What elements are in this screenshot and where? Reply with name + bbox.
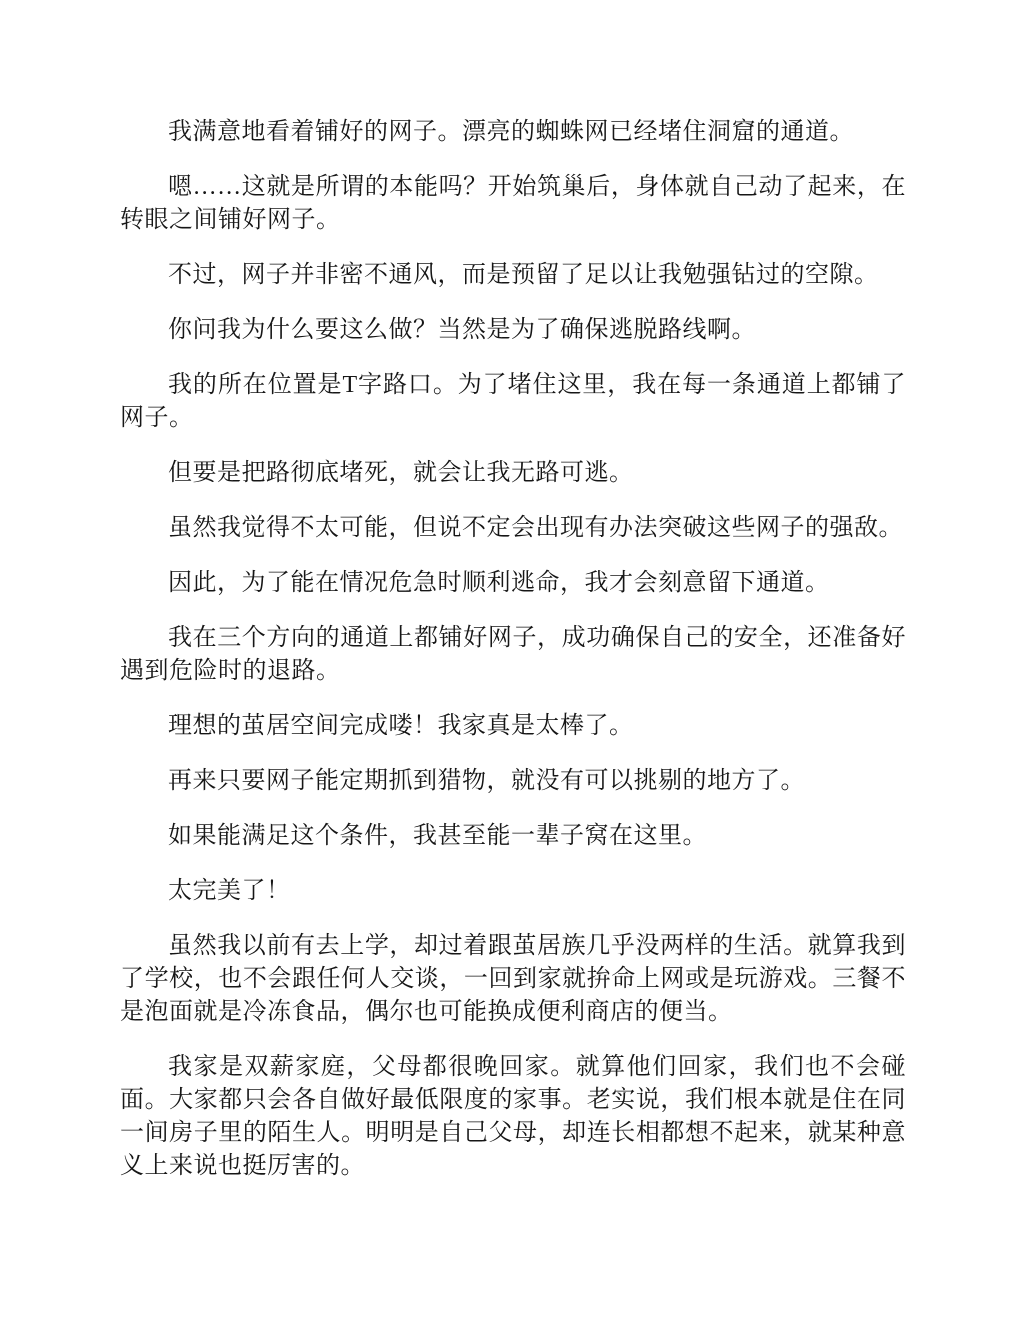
paragraph: 因此，为了能在情况危急时顺利逃命，我才会刻意留下通道。 <box>168 570 830 596</box>
paragraph: 虽然我觉得不太可能，但说不定会出现有办法突破这些网子的强敌。 <box>168 515 903 541</box>
paragraph: 理想的茧居空间完成喽！我家真是太棒了。 <box>168 713 634 739</box>
paragraph: 我的所在位置是T字路口。为了堵住这里，我在每一条通道上都铺了网子。 <box>120 372 906 431</box>
paragraph: 虽然我以前有去上学，却过着跟茧居族几乎没两样的生活。就算我到了学校，也不会跟任何人交谈，一回到家就拚命上网或是玩游戏。三餐不是泡面就是冷冻食品，偶尔也可能换成便利商店的便当。 <box>120 933 906 1025</box>
paragraph: 嗯……这就是所谓的本能吗？开始筑巢后，身体就自己动了起来，在转眼之间铺好网子。 <box>120 174 906 233</box>
paragraph: 我满意地看着铺好的网子。漂亮的蜘蛛网已经堵住洞窟的通道。 <box>168 119 854 145</box>
paragraph: 太完美了！ <box>168 878 291 904</box>
paragraph: 我家是双薪家庭，父母都很晚回家。就算他们回家，我们也不会碰面。大家都只会各自做好最低限度的家事。老实说，我们根本就是住在同一间房子里的陌生人。明明是自己父母，却连长相都想不起来，就某种意义上来说也挺厉害的。 <box>120 1054 906 1179</box>
paragraph: 不过，网子并非密不通风，而是预留了足以让我勉强钻过的空隙。 <box>168 262 879 288</box>
paragraph: 你问我为什么要这么做？当然是为了确保逃脱路线啊。 <box>168 317 756 343</box>
paragraph: 我在三个方向的通道上都铺好网子，成功确保自己的安全，还准备好遇到危险时的退路。 <box>120 625 906 684</box>
paragraph: 再来只要网子能定期抓到猎物，就没有可以挑剔的地方了。 <box>168 768 805 794</box>
paragraph: 但要是把路彻底堵死，就会让我无路可逃。 <box>168 460 634 486</box>
paragraph: 如果能满足这个条件，我甚至能一辈子窝在这里。 <box>168 823 707 849</box>
